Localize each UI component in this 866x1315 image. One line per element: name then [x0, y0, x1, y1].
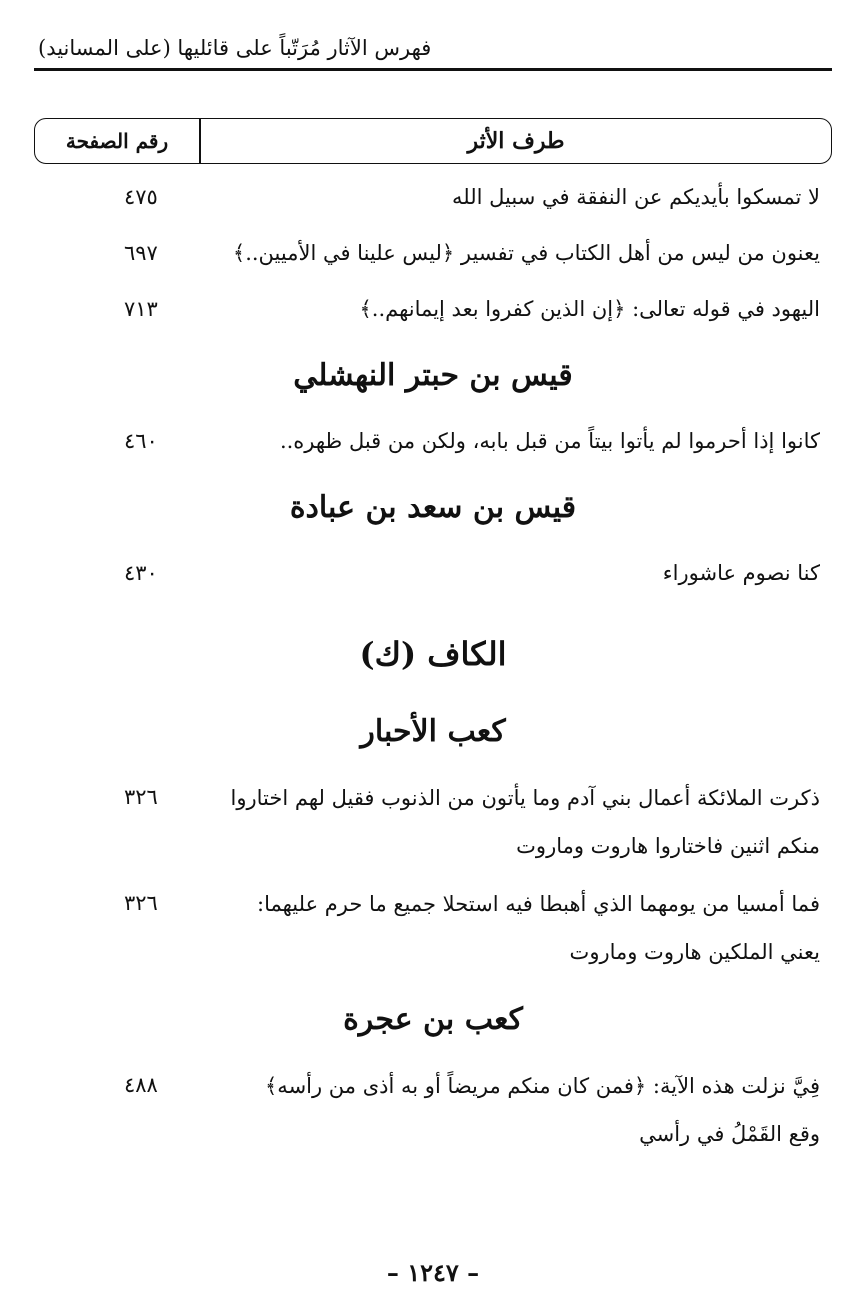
index-entry [34, 286, 832, 332]
entry-text: كنا نصوم عاشوراء [662, 561, 820, 585]
page-number-footer: – ١٢٤٧ – [386, 1258, 480, 1287]
index-content [34, 174, 832, 1168]
entry-page-number: ٣٢٦ [124, 785, 158, 809]
column-divider [199, 119, 201, 163]
entry-line: وقع القَمْلُ في رأسي [639, 1122, 820, 1146]
index-entry [34, 550, 832, 596]
column-header-page: رقم الصفحة [65, 129, 169, 153]
entry-text [204, 1062, 820, 1158]
entry-text [204, 774, 820, 870]
entry-text: اليهود في قوله تعالى: ﴿إن الذين كفروا بعد إيمانهم..﴾ [359, 297, 820, 321]
entry-text: يعنون من ليس من أهل الكتاب في تفسير ﴿ليس علينا في الأميين..﴾ [232, 241, 820, 265]
entry-page-number: ٤٣٠ [124, 561, 158, 585]
column-header-athar: طرف الأثر [467, 128, 565, 154]
running-header: فهرس الآثار مُرَتّباً على قائليها (على المسانيد) [38, 36, 432, 60]
index-entry [34, 174, 832, 220]
entry-line: يعني الملكين هاروت وماروت [569, 940, 820, 964]
entry-page-number: ٧١٣ [124, 297, 158, 321]
entry-page-number: ٤٨٨ [124, 1073, 158, 1097]
entry-line: فما أمسيا من يومهما الذي أهبطا فيه استحلا جميع ما حرم عليهما: [257, 892, 820, 916]
entry-page-number: ٤٧٥ [124, 185, 158, 209]
index-entry [34, 418, 832, 464]
entry-page-number: ٣٢٦ [124, 891, 158, 915]
entry-line: منكم اثنين فاختاروا هاروت وماروت [516, 834, 820, 858]
entry-line: فِيَّ نزلت هذه الآية: ﴿فمن كان منكم مريضاً أو به أذى من رأسه﴾ [265, 1074, 820, 1098]
entry-line: ذكرت الملائكة أعمال بني آدم وما يأتون من الذنوب فقيل لهم اختاروا [230, 786, 820, 810]
section-heading: قيس بن حبتر النهشلي [293, 358, 573, 393]
index-entry [34, 774, 832, 870]
section-heading: كعب بن عجرة [343, 1002, 523, 1037]
entry-text: كانوا إذا أحرموا لم يأتوا بيتاً من قبل بابه، ولكن من قبل ظهره.. [279, 429, 820, 453]
table-header [34, 118, 832, 164]
letter-heading: الكاف (ك) [359, 635, 507, 673]
section-heading: قيس بن سعد بن عبادة [289, 490, 577, 525]
entry-page-number: ٤٦٠ [124, 429, 158, 453]
entry-page-number: ٦٩٧ [124, 241, 158, 265]
entry-text [204, 880, 820, 976]
entry-text: لا تمسكوا بأيديكم عن النفقة في سبيل الله [452, 185, 820, 209]
header-rule [34, 68, 832, 71]
index-entry [34, 1062, 832, 1158]
index-entry [34, 880, 832, 976]
section-heading: كعب الأحبار [360, 714, 506, 749]
index-entry [34, 230, 832, 276]
